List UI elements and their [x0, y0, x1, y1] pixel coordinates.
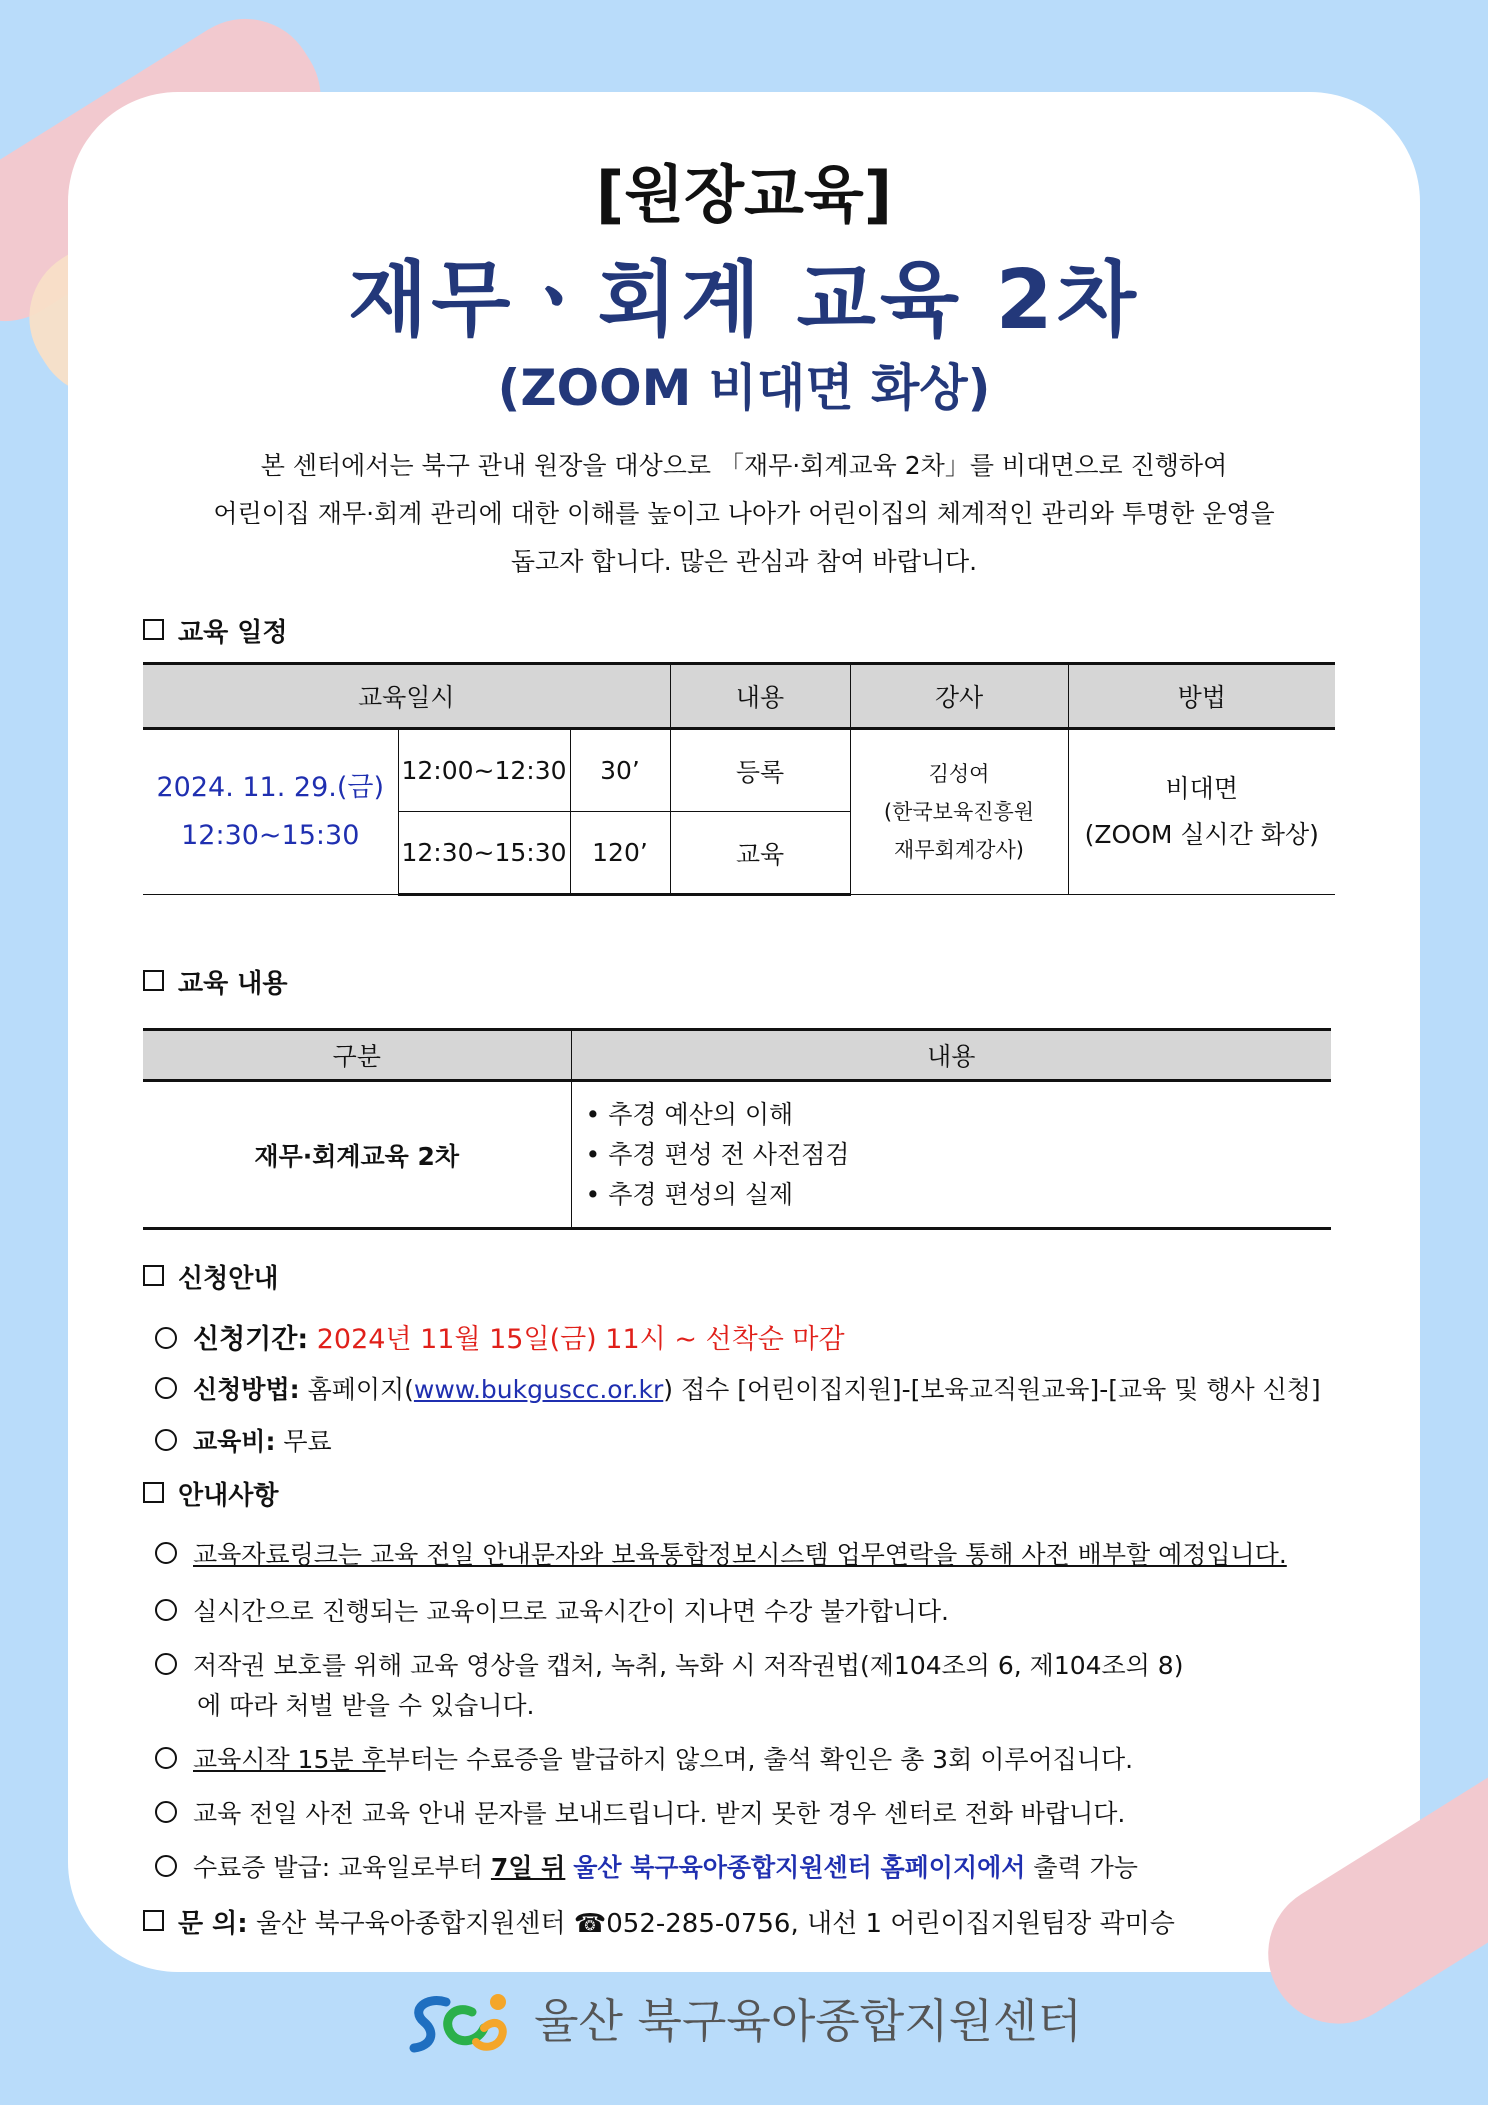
- section-content-heading: 교육 내용: [143, 963, 288, 1000]
- schedule-duration-cell: 30’: [570, 729, 670, 812]
- application-method: 신청방법: 홈페이지(www.bukguscc.or.kr) 접수 [어린이집지원]-[보육교직원교육]-[교육 및 행사 신청]: [155, 1370, 1321, 1406]
- homepage-link[interactable]: www.bukguscc.or.kr: [413, 1375, 664, 1404]
- circle-bullet-icon: [155, 1747, 177, 1769]
- content-table: [143, 1028, 1331, 1230]
- circle-bullet-icon: [155, 1327, 177, 1349]
- table-header: 구분: [143, 1030, 571, 1081]
- section-application-heading: 신청안내: [143, 1258, 278, 1295]
- table-row: [143, 729, 1335, 812]
- schedule-content-cell: 등록: [670, 729, 850, 812]
- notice-item: 저작권 보호를 위해 교육 영상을 캡처, 녹취, 녹화 시 저작권법(제104조의 6, 제104조의 8) 에 따라 처벌 받을 수 있습니다.: [155, 1646, 1183, 1726]
- circle-bullet-icon: [155, 1377, 177, 1399]
- notice-item: 교육시작 15분 후부터는 수료증을 발급하지 않으며, 출석 확인은 총 3회 이루어집니다.: [155, 1740, 1133, 1776]
- checkbox-square-icon: [143, 1910, 164, 1931]
- checkbox-square-icon: [143, 1482, 164, 1503]
- circle-bullet-icon: [155, 1855, 177, 1877]
- table-header: 강사: [850, 664, 1068, 729]
- table-header-row: [143, 664, 1335, 729]
- schedule-table: [143, 662, 1335, 896]
- page-subtitle: (ZOOM 비대면 화상): [497, 359, 991, 417]
- circle-bullet-icon: [155, 1429, 177, 1451]
- circle-bullet-icon: [155, 1801, 177, 1823]
- table-header: 방법: [1068, 664, 1335, 729]
- schedule-datetime-cell: 2024. 11. 29.(금) 12:30~15:30: [143, 729, 398, 895]
- notice-item: 교육자료링크는 교육 전일 안내문자와 보육통합정보시스템 업무연락을 통해 사전 배부할 예정입니다.: [155, 1535, 1287, 1571]
- schedule-content-cell: 교육: [670, 812, 850, 895]
- schedule-duration-cell: 120’: [570, 812, 670, 895]
- page-title: 재무ㆍ회계 교육 2차: [348, 253, 1140, 348]
- section-notices-heading: 안내사항: [143, 1475, 278, 1512]
- list-item: • 추경 편성 전 사전점검: [585, 1139, 850, 1169]
- list-item: • 추경 예산의 이해: [585, 1099, 794, 1129]
- content-category-cell: 재무·회계교육 2차: [143, 1081, 571, 1229]
- application-fee: 교육비: 무료: [155, 1422, 332, 1458]
- list-item: • 추경 편성의 실제: [585, 1179, 794, 1209]
- intro-line: 어린이집 재무·회계 관리에 대한 이해를 높이고 나아가 어린이집의 체계적인 관리와 투명한 운영을: [213, 499, 1275, 528]
- checkbox-square-icon: [143, 619, 164, 640]
- table-header: 내용: [670, 664, 850, 729]
- org-logo-icon: [406, 1988, 516, 2062]
- section-schedule-heading: 교육 일정: [143, 612, 288, 649]
- intro-line: 돕고자 합니다. 많은 관심과 참여 바랍니다.: [510, 547, 978, 576]
- table-row: [143, 1081, 1331, 1229]
- page-tag: [원장교육]: [595, 158, 893, 231]
- checkbox-square-icon: [143, 970, 164, 991]
- circle-bullet-icon: [155, 1599, 177, 1621]
- method-cell: 비대면 (ZOOM 실시간 화상): [1068, 729, 1335, 895]
- checkbox-square-icon: [143, 1265, 164, 1286]
- circle-bullet-icon: [155, 1653, 177, 1675]
- application-period: 신청기간: 2024년 11월 15일(금) 11시 ~ 선착순 마감: [155, 1317, 845, 1356]
- content-items-cell: [571, 1081, 1331, 1229]
- instructor-cell: 김성여 (한국보육진흥원 재무회계강사): [850, 729, 1068, 895]
- table-header-row: [143, 1030, 1331, 1081]
- schedule-time-cell: 12:30~15:30: [398, 812, 570, 895]
- circle-bullet-icon: [155, 1542, 177, 1564]
- table-header: 교육일시: [143, 664, 670, 729]
- inquiry-line: 문 의: 울산 북구육아종합지원센터 ☎052-285-0756, 내선 1 어린이집지원팀장 곽미승: [143, 1903, 1175, 1940]
- notice-item: 수료증 발급: 교육일로부터 7일 뒤 울산 북구육아종합지원센터 홈페이지에서 출력 가능: [155, 1848, 1138, 1884]
- notice-item: 교육 전일 사전 교육 안내 문자를 보내드립니다. 받지 못한 경우 센터로 전화 바랍니다.: [155, 1794, 1125, 1830]
- intro-paragraph: [0, 442, 1488, 586]
- intro-line: 본 센터에서는 북구 관내 원장을 대상으로 「재무·회계교육 2차」를 비대면으로 진행하여: [260, 451, 1228, 480]
- footer-logo: [0, 1985, 1488, 2062]
- schedule-time-cell: 12:00~12:30: [398, 729, 570, 812]
- org-name: 울산 북구육아종합지원센터: [534, 1994, 1082, 2048]
- table-header: 내용: [571, 1030, 1331, 1081]
- notice-item: 실시간으로 진행되는 교육이므로 교육시간이 지나면 수강 불가합니다.: [155, 1592, 949, 1628]
